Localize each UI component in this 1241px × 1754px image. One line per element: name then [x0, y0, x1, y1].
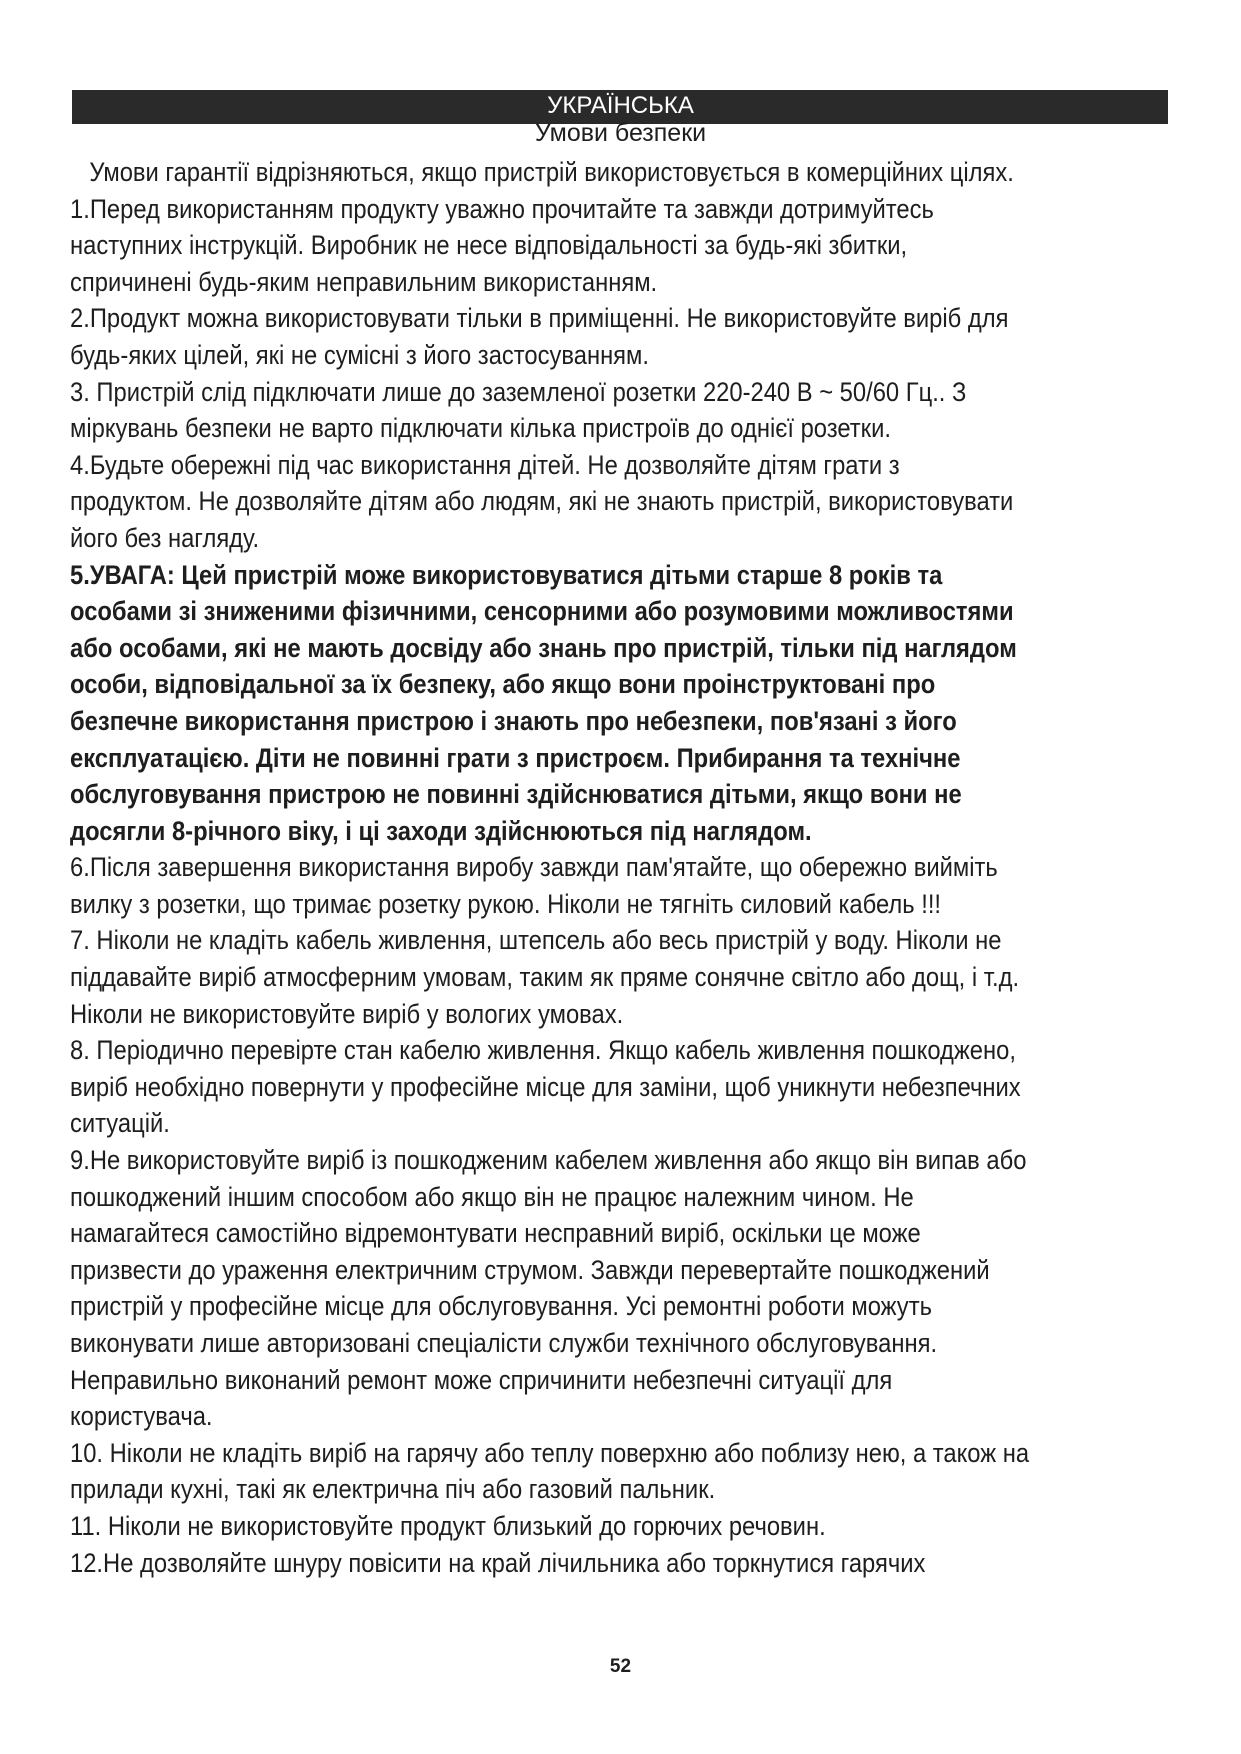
text-line: пристрій у професійне місце для обслуговування. Усі ремонтні роботи можуть	[70, 1291, 932, 1322]
text-line: 1.Перед використанням продукту уважно прочитайте та завжди дотримуйтесь	[70, 193, 934, 224]
text-line: наступних інструкцій. Виробник не несе відповідальності за будь-які збитки,	[70, 230, 908, 261]
page-number: 52	[609, 1656, 632, 1677]
text-line: Неправильно виконаний ремонт може спричинити небезпечні ситуації для	[70, 1364, 893, 1395]
text-line: вилку з розетки, що тримає розетку рукою. Ніколи не тягніть силовий кабель !!!	[70, 888, 942, 919]
text-line: виріб необхідно повернути у професійне місце для заміни, щоб уникнути небезпечних	[70, 1071, 1021, 1102]
warning-line: безпечне використання пристрою і знають про небезпеки, пов'язані з його	[70, 705, 957, 736]
warranty-note: Умови гарантії відрізняються, якщо пристрій використовується в комерційних цілях.	[89, 157, 1014, 187]
text-line: виконувати лише авторизовані спеціалісти служби технічного обслуговування.	[70, 1328, 938, 1358]
text-line: будь-яких цілей, які не сумісні з його застосуванням.	[70, 339, 649, 370]
text-line: 3. Пристрій слід підключати лише до заземленої розетки 220-240 В ~ 50/60 Гц.. З	[70, 376, 967, 407]
section-title: Умови безпеки	[534, 119, 707, 147]
text-line: намагайтеся самостійно відремонтувати несправний виріб, оскільки це може	[70, 1218, 921, 1249]
text-line: 11. Ніколи не використовуйте продукт близький до горючих речовин.	[70, 1510, 826, 1541]
text-line: прилади кухні, такі як електрична піч або газовий пальник.	[70, 1474, 716, 1505]
text-line: ситуацій.	[70, 1108, 170, 1139]
warning-line: експлуатацією. Діти не повинні грати з пристроєм. Прибирання та технічне	[70, 742, 961, 773]
text-line: 9.Не використовуйте виріб із пошкодженим кабелем живлення або якщо він випав або	[70, 1145, 1027, 1176]
text-line: Ніколи не використовуйте виріб у вологих умовах.	[70, 998, 624, 1029]
warning-line: або особами, які не мають досвіду або знань про пристрій, тільки під наглядом	[70, 632, 1017, 663]
text-line: 2.Продукт можна використовувати тільки в приміщенні. Не використовуйте виріб для	[70, 303, 1009, 334]
language-label: УКРАЇНСЬКА	[547, 92, 694, 119]
text-line: 12.Не дозволяйте шнуру повісити на край лічильника або торкнутися гарячих	[70, 1547, 926, 1578]
warning-line: особи, відповідальної за їх безпеку, або якщо вони проінструктовані про	[70, 669, 936, 700]
warning-line: 5.УВАГА: Цей пристрій може використовуватися дітьми старше 8 років та	[70, 559, 943, 590]
warning-line: особами зі зниженими фізичними, сенсорними або розумовими можливостями	[70, 596, 1014, 627]
text-line: 7. Ніколи не кладіть кабель живлення, штепсель або весь пристрій у воду. Ніколи не	[70, 925, 1002, 956]
text-line: призвести до ураження електричним струмом. Завжди перевертайте пошкоджений	[70, 1254, 990, 1285]
text-line: 10. Ніколи не кладіть виріб на гарячу або теплу поверхню або поблизу нею, а також на	[70, 1437, 1030, 1468]
warning-line: обслуговування пристрою не повинні здійснюватися дітьми, якщо вони не	[70, 779, 962, 810]
text-line: 8. Періодично перевірте стан кабелю живлення. Якщо кабель живлення пошкоджено,	[70, 1035, 1016, 1066]
safety-text	[70, 154, 1181, 1581]
text-line: пошкоджений іншим способом або якщо він не працює належним чином. Не	[70, 1181, 914, 1212]
warning-line: досягли 8-річного віку, і ці заходи здійснюються під наглядом.	[70, 815, 812, 846]
text-line: 4.Будьте обережні під час використання дітей. Не дозволяйте дітям грати з	[70, 449, 900, 480]
text-line: продуктом. Не дозволяйте дітям або людям, які не знають пристрій, використовувати	[70, 486, 1014, 517]
text-line: спричинені будь-яким неправильним використанням.	[70, 266, 658, 297]
text-line: міркувань безпеки не варто підключати кілька пристроїв до однієї розетки.	[70, 413, 891, 444]
text-line: його без нагляду.	[70, 522, 260, 553]
text-line: 6.Після завершення використання виробу завжди пам'ятайте, що обережно вийміть	[70, 852, 998, 883]
text-line: користувача.	[70, 1401, 213, 1432]
text-line: піддавайте виріб атмосферним умовам, таким як пряме сонячне світло або дощ, і т.д.	[70, 962, 1020, 993]
